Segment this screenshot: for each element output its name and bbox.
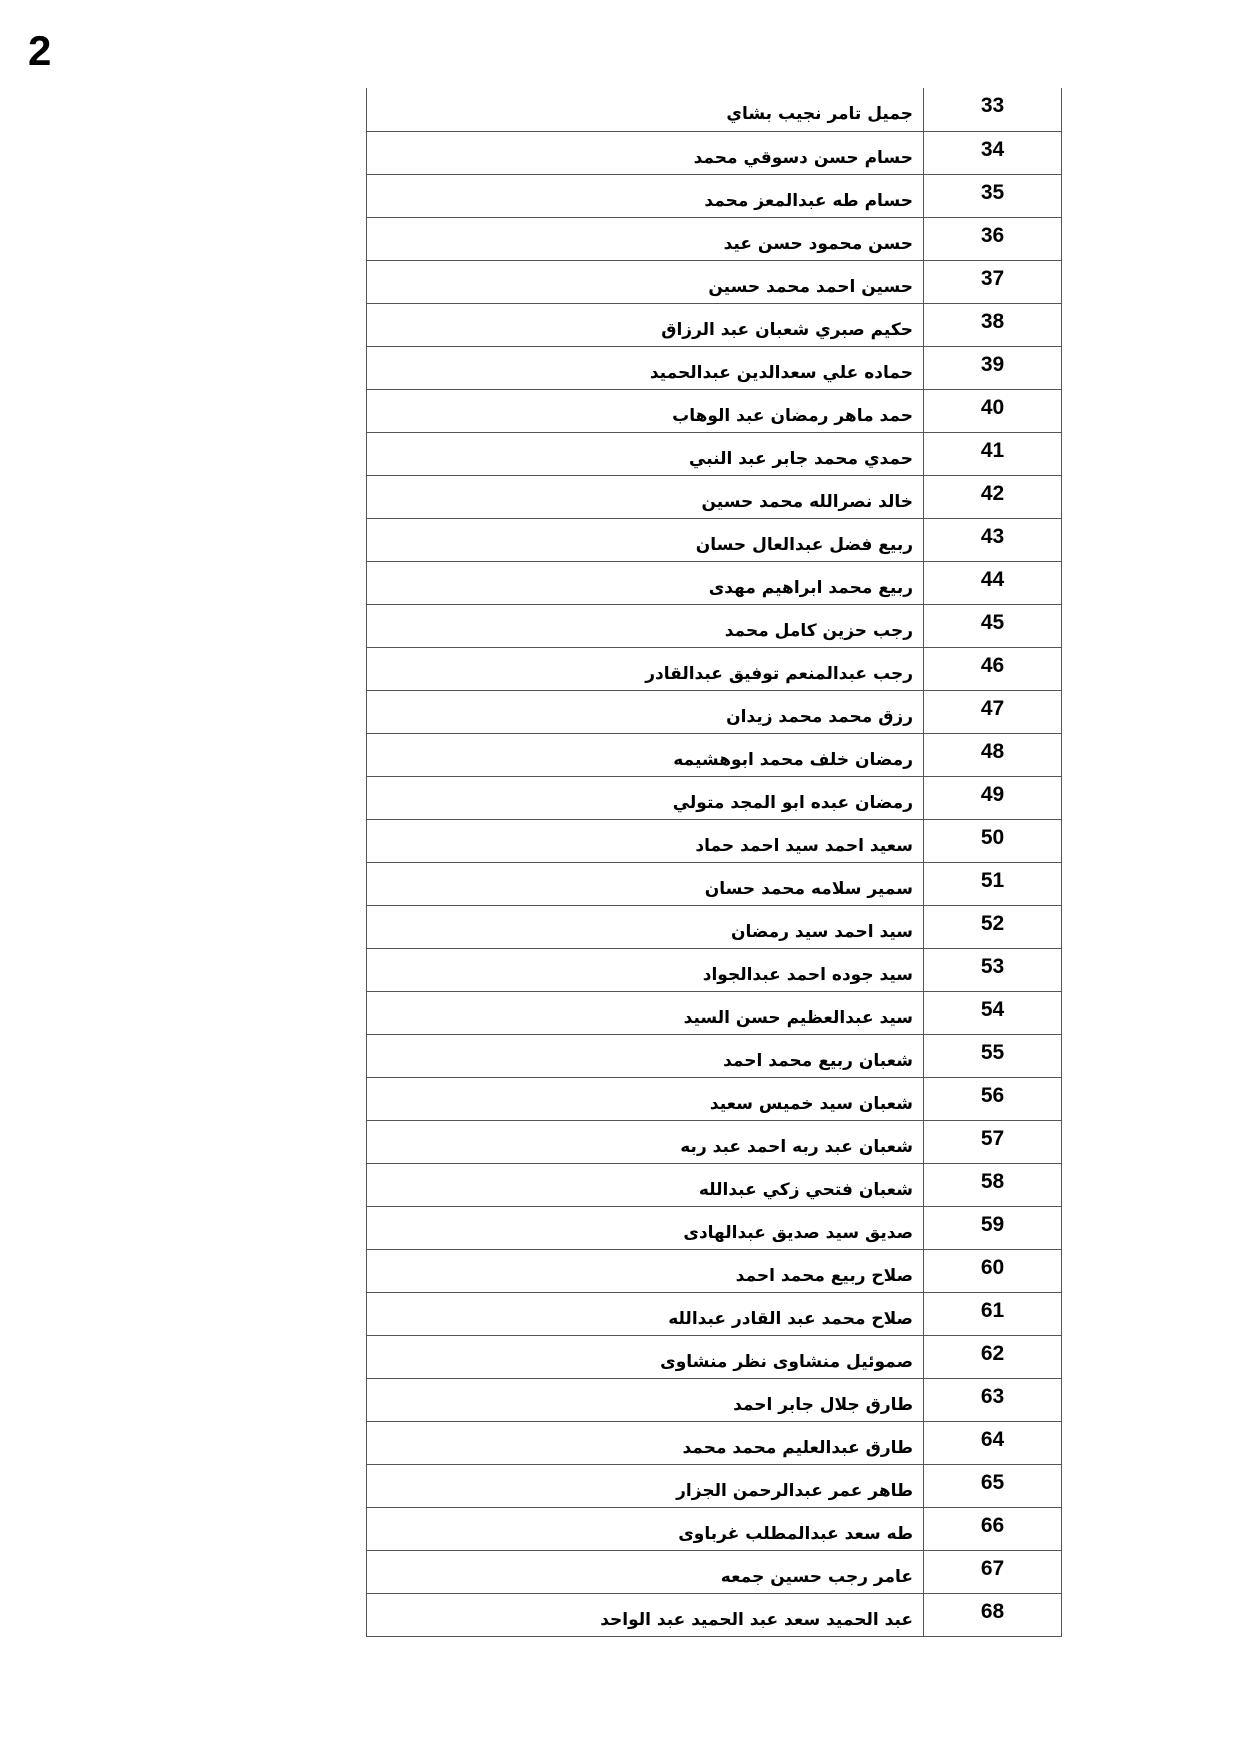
row-number-cell: 41 [924, 432, 1062, 475]
name-cell: سمير سلامه محمد حسان [367, 862, 924, 905]
name-cell: صلاح ربيع محمد احمد [367, 1249, 924, 1292]
name-cell: حماده علي سعدالدين عبدالحميد [367, 346, 924, 389]
name-cell: شعبان عبد ربه احمد عبد ربه [367, 1120, 924, 1163]
table-row [367, 561, 1062, 604]
row-number-cell: 43 [924, 518, 1062, 561]
row-number-cell: 45 [924, 604, 1062, 647]
table-row [367, 475, 1062, 518]
name-cell: طاهر عمر عبدالرحمن الجزار [367, 1464, 924, 1507]
row-number-cell: 40 [924, 389, 1062, 432]
table-row [367, 1378, 1062, 1421]
name-cell: حسين احمد محمد حسين [367, 260, 924, 303]
table-row [367, 862, 1062, 905]
row-number-cell: 65 [924, 1464, 1062, 1507]
name-cell: سيد احمد سيد رمضان [367, 905, 924, 948]
row-number-cell: 55 [924, 1034, 1062, 1077]
table-row [367, 174, 1062, 217]
name-cell: صموئيل منشاوى نظر منشاوى [367, 1335, 924, 1378]
name-cell: حمد ماهر رمضان عبد الوهاب [367, 389, 924, 432]
row-number-cell: 53 [924, 948, 1062, 991]
table-row [367, 518, 1062, 561]
table-row [367, 1550, 1062, 1593]
table-row [367, 1077, 1062, 1120]
table-row [367, 1464, 1062, 1507]
name-cell: سيد جوده احمد عبدالجواد [367, 948, 924, 991]
name-cell: طه سعد عبدالمطلب غرباوى [367, 1507, 924, 1550]
row-number-cell: 46 [924, 647, 1062, 690]
row-number-cell: 49 [924, 776, 1062, 819]
name-cell: خالد نصرالله محمد حسين [367, 475, 924, 518]
name-cell: رمضان عبده ابو المجد متولي [367, 776, 924, 819]
row-number-cell: 60 [924, 1249, 1062, 1292]
table-row [367, 948, 1062, 991]
name-cell: ربيع محمد ابراهيم مهدى [367, 561, 924, 604]
row-number-cell: 66 [924, 1507, 1062, 1550]
table-row [367, 1206, 1062, 1249]
row-number-cell: 58 [924, 1163, 1062, 1206]
table-row [367, 1335, 1062, 1378]
row-number-cell: 64 [924, 1421, 1062, 1464]
table-row [367, 690, 1062, 733]
name-cell: جميل تامر نجيب بشاي [367, 88, 924, 131]
row-number-cell: 44 [924, 561, 1062, 604]
row-number-cell: 68 [924, 1593, 1062, 1636]
row-number-cell: 51 [924, 862, 1062, 905]
name-cell: طارق عبدالعليم محمد محمد [367, 1421, 924, 1464]
table-row [367, 991, 1062, 1034]
table-row [367, 733, 1062, 776]
table-row [367, 647, 1062, 690]
table-row [367, 217, 1062, 260]
name-cell: ربيع فضل عبدالعال حسان [367, 518, 924, 561]
table-row [367, 1163, 1062, 1206]
row-number-cell: 59 [924, 1206, 1062, 1249]
name-cell: حسن محمود حسن عيد [367, 217, 924, 260]
name-cell: حسام طه عبدالمعز محمد [367, 174, 924, 217]
row-number-cell: 48 [924, 733, 1062, 776]
name-cell: رجب حزين كامل محمد [367, 604, 924, 647]
names-table-body [367, 88, 1062, 1636]
page-number: 2 [28, 27, 52, 74]
name-cell: حمدي محمد جابر عبد النبي [367, 432, 924, 475]
table-row [367, 1421, 1062, 1464]
table-row [367, 303, 1062, 346]
table-row [367, 88, 1062, 131]
table-row [367, 1593, 1062, 1636]
name-cell: سعيد احمد سيد احمد حماد [367, 819, 924, 862]
table-row [367, 1249, 1062, 1292]
row-number-cell: 67 [924, 1550, 1062, 1593]
table-row [367, 604, 1062, 647]
table-row [367, 776, 1062, 819]
name-cell: صديق سيد صديق عبدالهادى [367, 1206, 924, 1249]
name-cell: طارق جلال جابر احمد [367, 1378, 924, 1421]
name-cell: حسام حسن دسوقي محمد [367, 131, 924, 174]
table-row [367, 905, 1062, 948]
name-cell: صلاح محمد عبد القادر عبدالله [367, 1292, 924, 1335]
name-cell: شعبان سيد خميس سعيد [367, 1077, 924, 1120]
row-number-cell: 47 [924, 690, 1062, 733]
name-cell: رمضان خلف محمد ابوهشيمه [367, 733, 924, 776]
row-number-cell: 50 [924, 819, 1062, 862]
name-cell: شعبان ربيع محمد احمد [367, 1034, 924, 1077]
table-row [367, 819, 1062, 862]
table-row [367, 1034, 1062, 1077]
row-number-cell: 52 [924, 905, 1062, 948]
row-number-cell: 63 [924, 1378, 1062, 1421]
name-cell: رزق محمد محمد زيدان [367, 690, 924, 733]
table-row [367, 1120, 1062, 1163]
table-row [367, 131, 1062, 174]
row-number-cell: 42 [924, 475, 1062, 518]
table-row [367, 1292, 1062, 1335]
row-number-cell: 56 [924, 1077, 1062, 1120]
row-number-cell: 54 [924, 991, 1062, 1034]
name-cell: عبد الحميد سعد عبد الحميد عبد الواحد [367, 1593, 924, 1636]
name-cell: سيد عبدالعظيم حسن السيد [367, 991, 924, 1034]
name-cell: شعبان فتحي زكي عبدالله [367, 1163, 924, 1206]
row-number-cell: 36 [924, 217, 1062, 260]
table-row [367, 1507, 1062, 1550]
table-row [367, 432, 1062, 475]
row-number-cell: 33 [924, 88, 1062, 131]
row-number-cell: 38 [924, 303, 1062, 346]
row-number-cell: 35 [924, 174, 1062, 217]
row-number-cell: 62 [924, 1335, 1062, 1378]
name-cell: عامر رجب حسين جمعه [367, 1550, 924, 1593]
row-number-cell: 37 [924, 260, 1062, 303]
row-number-cell: 39 [924, 346, 1062, 389]
row-number-cell: 61 [924, 1292, 1062, 1335]
table-row [367, 346, 1062, 389]
row-number-cell: 34 [924, 131, 1062, 174]
name-cell: رجب عبدالمنعم توفيق عبدالقادر [367, 647, 924, 690]
names-table [366, 88, 1062, 1637]
row-number-cell: 57 [924, 1120, 1062, 1163]
table-row [367, 260, 1062, 303]
name-cell: حكيم صبري شعبان عبد الرزاق [367, 303, 924, 346]
table-row [367, 389, 1062, 432]
